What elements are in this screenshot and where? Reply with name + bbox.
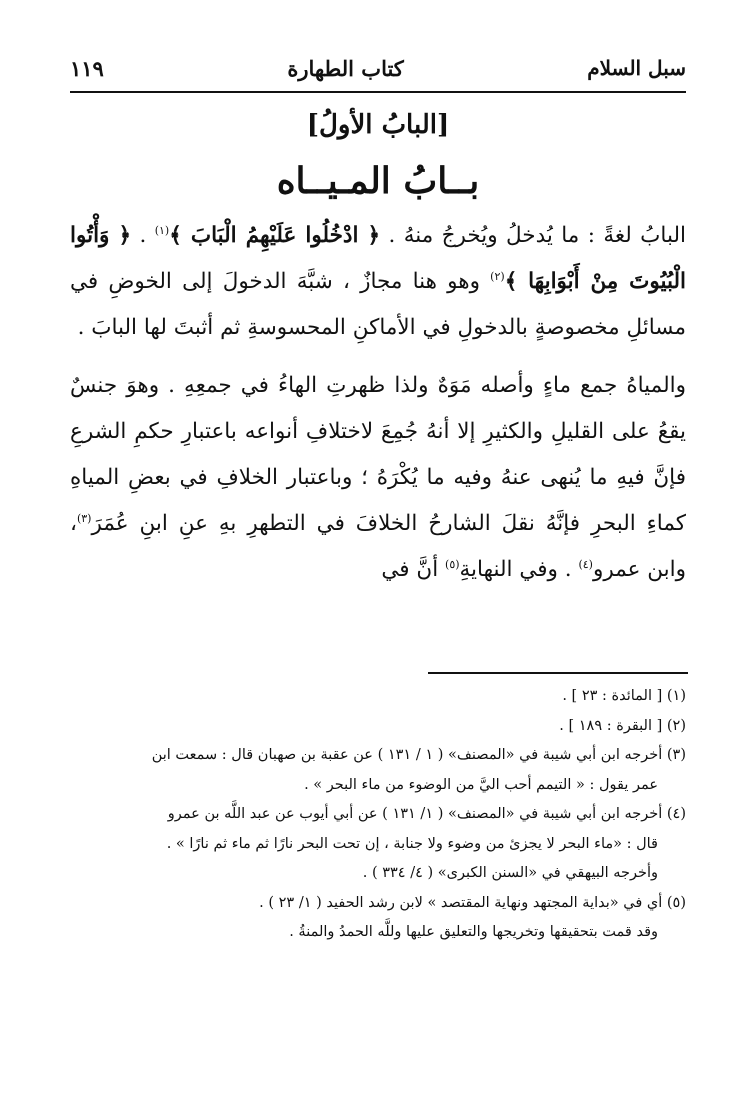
paragraph-1 xyxy=(70,213,686,351)
footnote: (٣) أخرجه ابن أبي شيبة في «المصنف» ( ١ / ١٣١ ) عن عقبة بن صهبان قال : سمعت ابن xyxy=(151,747,686,763)
text-run: . xyxy=(131,223,155,248)
footnote-ref: (٢) xyxy=(490,269,505,283)
footnote: (٤) أخرجه ابن أبي شيبة في «المصنف» ( ١/ ١٣١ ) عن أبي أيوب عن عبد اللَّه بن عمرو xyxy=(167,806,686,822)
footnote-ref: (٤) xyxy=(578,557,593,571)
footnotes xyxy=(70,682,686,948)
body-text xyxy=(70,213,686,593)
footnote-ref: (٣) xyxy=(76,511,92,525)
quran-quote: ﴿ وَأْتُوا الْبُيُوتَ مِنْ أَبْوَابِهَا ﴾ xyxy=(70,223,687,294)
footnote-continuation: عمر يقول : « التيمم أحب اليَّ من الوضوء من ماء البحر » . xyxy=(304,776,658,793)
chapter-heading: [البابُ الأولُ] xyxy=(306,110,450,140)
text-run: أنَّ في xyxy=(381,557,446,582)
quran-quote: ﴿ ادْخُلُوا عَلَيْهِمُ الْبَابَ ﴾ xyxy=(169,223,381,248)
paragraph-2 xyxy=(70,363,686,593)
page-number: ١١٩ xyxy=(70,55,104,81)
footnote: (٥) أي في «بداية المجتهد ونهاية المقتصد » لابن رشد الحفيد ( ١/ ٢٣ ) . xyxy=(259,894,686,911)
footnote-rule xyxy=(428,672,688,674)
footnote-continuation: وأخرجه البيهقي في «السنن الكبرى» ( ٤/ ٣٣٤ ) . xyxy=(362,865,658,881)
text-run: البابُ لغةً : ما يُدخلُ ويُخرجُ منهُ . xyxy=(380,223,686,248)
footnote-continuation: وقد قمت بتحقيقها وتخريجها والتعليق عليها وللَّه الحمدُ والمنةُ . xyxy=(289,924,658,940)
text-run: والمياهُ جمع ماءٍ وأصله مَوَهٌ ولذا ظهرتِ الهاءُ في جمعِهِ . وهوَ جنسٌ يقعُ على القليلِ والكثيرِ إلا أنهُ جُمِعَ لاختلافِ أنواعه باعتبارِ حكمِ الشرعِ فإنَّ فيهِ ما يُنهى عنهُ وفيه ما يُكْرَهُ ؛ وباعتبار الخلافِ في بعضِ المياهِ كماءِ البحرِ فإنَّهُ نقلَ الشارحُ الخلافَ في التطهرِ بهِ عنِ ابنِ عُمَرَ xyxy=(70,373,686,536)
footnote-ref: (٥) xyxy=(445,557,460,571)
footnote: (١) [ المائدة : ٢٣ ] . xyxy=(562,688,686,704)
text-run: . وفي النهايةِ xyxy=(459,557,579,582)
book-title: سبل السلام xyxy=(587,56,686,80)
chapter-title: كتاب الطهارة xyxy=(287,55,404,81)
footnote: (٢) [ البقرة : ١٨٩ ] . xyxy=(559,717,686,734)
header-rule xyxy=(70,91,686,93)
text-run: ، وابن عمرو xyxy=(70,511,686,582)
text-run: وهو هنا مجازٌ ، شبَّهَ الدخولَ إلى الخوضِ في مسائلِ مخصوصةٍ بالدخولِ في الأماكنِ المحسوسةِ ثم أثبتَ لها البابَ . xyxy=(70,269,686,340)
section-heading: بــابُ المـيــاه xyxy=(276,160,480,202)
page-header xyxy=(70,48,686,88)
footnote-continuation: قال : «ماء البحر لا يجزئ من وضوء ولا جنابة ، إن تحت البحر نارًا ثم ماء ثم نارًا » . xyxy=(166,835,658,852)
footnote-ref: (١) xyxy=(154,223,170,237)
